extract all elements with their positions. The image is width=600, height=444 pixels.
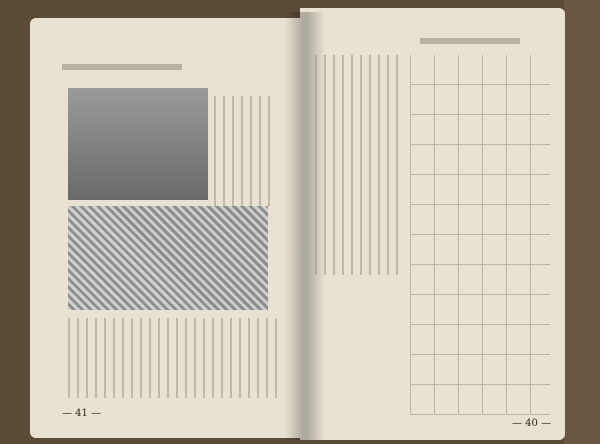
- rice-grains-photo: [68, 206, 268, 310]
- right-running-head: [420, 38, 520, 44]
- page-edges: [564, 0, 600, 444]
- left-running-head: [62, 64, 182, 70]
- left-page-number: — 41 —: [62, 408, 102, 419]
- right-body-text: [315, 55, 400, 275]
- left-body-text: [68, 318, 278, 398]
- rice-plants-photo: [68, 88, 208, 200]
- data-table: [410, 55, 550, 415]
- left-caption-text: [214, 96, 274, 206]
- right-page-number: — 40 —: [512, 418, 552, 429]
